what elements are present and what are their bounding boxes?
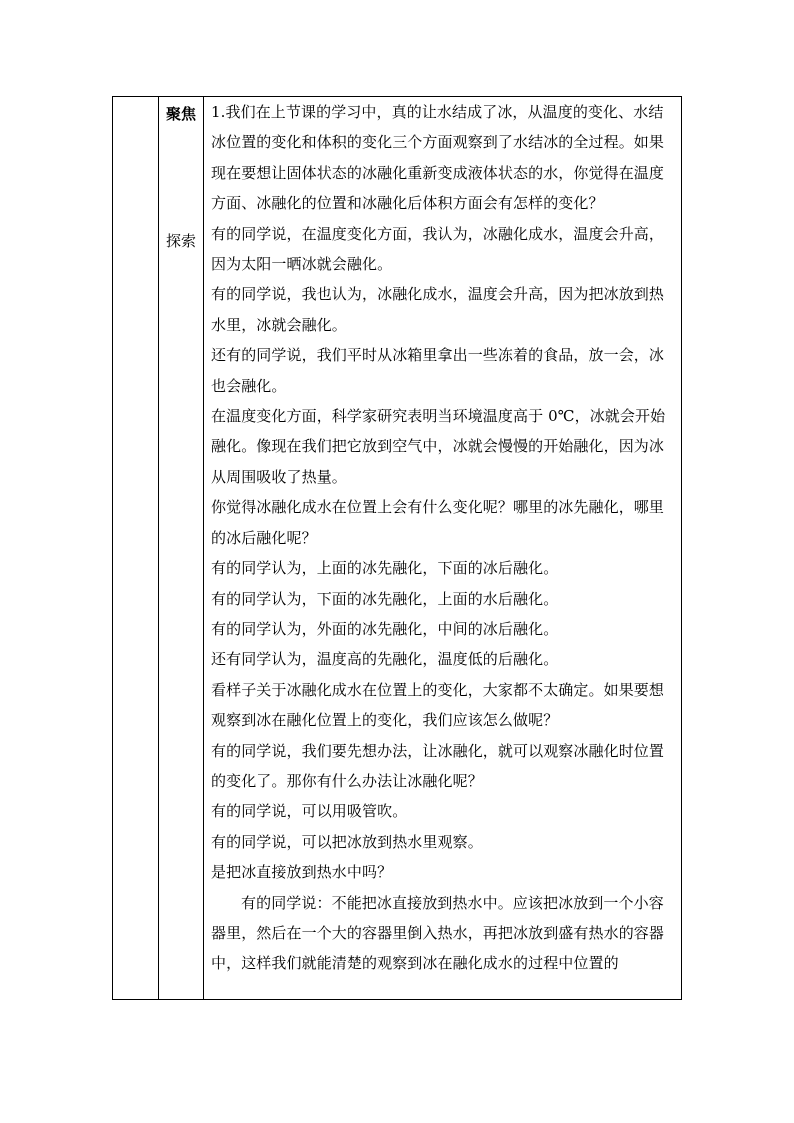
paragraph: 有的同学说，我也认为，冰融化成水，温度会升高，因为把冰放到热水里，冰就会融化。 [211, 285, 665, 334]
paragraph: 有的同学认为，上面的冰先融化，下面的冰后融化。 [211, 559, 559, 578]
lesson-table [112, 96, 682, 1000]
paragraph: 还有的同学说，我们平时从冰箱里拿出一些冻着的食品，放一会，冰也会融化。 [211, 346, 665, 395]
paragraph: 有的同学说，我们要先想办法，让冰融化，就可以观察冰融化时位置的变化了。那你有什么办法让冰融化呢？ [211, 741, 665, 790]
paragraph: 有的同学认为，外面的冰先融化，中间的冰后融化。 [211, 619, 559, 638]
paragraph: 有的同学认为，下面的冰先融化，上面的水后融化。 [211, 589, 559, 608]
paragraph: 你觉得冰融化成水在位置上会有什么变化呢？哪里的冰先融化，哪里的冰后融化呢？ [211, 498, 665, 547]
paragraph: 1.我们在上节课的学习中，真的让水结成了冰，从温度的变化、水结冰位置的变化和体积的变化三个方面观察到了水结冰的全过程。如果现在要想让固体状态的冰融化重新变成液体状态的水，你觉得在温度方面、冰融化的位置和冰融化后体积方面会有怎样的变化？ [211, 103, 665, 213]
paragraph: 是把冰直接放到热水中吗？ [211, 863, 393, 882]
lesson-content [211, 97, 677, 979]
paragraph: 还有同学认为，温度高的先融化，温度低的后融化。 [211, 650, 559, 669]
paragraph: 有的同学说，可以把冰放到热水里观察。 [211, 832, 483, 851]
paragraph: 有的同学说，可以用吸管吹。 [211, 802, 408, 821]
paragraph: 有的同学说，在温度变化方面，我认为，冰融化成水，温度会升高，因为太阳一晒冰就会融化。 [211, 224, 665, 274]
paragraph: 在温度变化方面，科学家研究表明当环境温度高于 0℃，冰就会开始融化。像现在我们把它放到空气中，冰就会慢慢的开始融化，因为冰从周围吸收了热量。 [211, 407, 666, 486]
paragraph: 看样子关于冰融化成水在位置上的变化，大家都不太确定。如果要想观察到冰在融化位置上的变化，我们应该怎么做呢？ [211, 680, 665, 730]
paragraph: 有的同学说：不能把冰直接放到热水中。应该把冰放到一个小容器里，然后在一个大的容器里倒入热水，再把冰放到盛有热水的容器中，这样我们就能清楚的观察到冰在融化成水的过程中位置的 [211, 893, 665, 973]
column-divider-right [203, 97, 204, 999]
section-label-explore: 探索 [165, 232, 196, 250]
section-label-focus: 聚焦 [165, 105, 196, 123]
